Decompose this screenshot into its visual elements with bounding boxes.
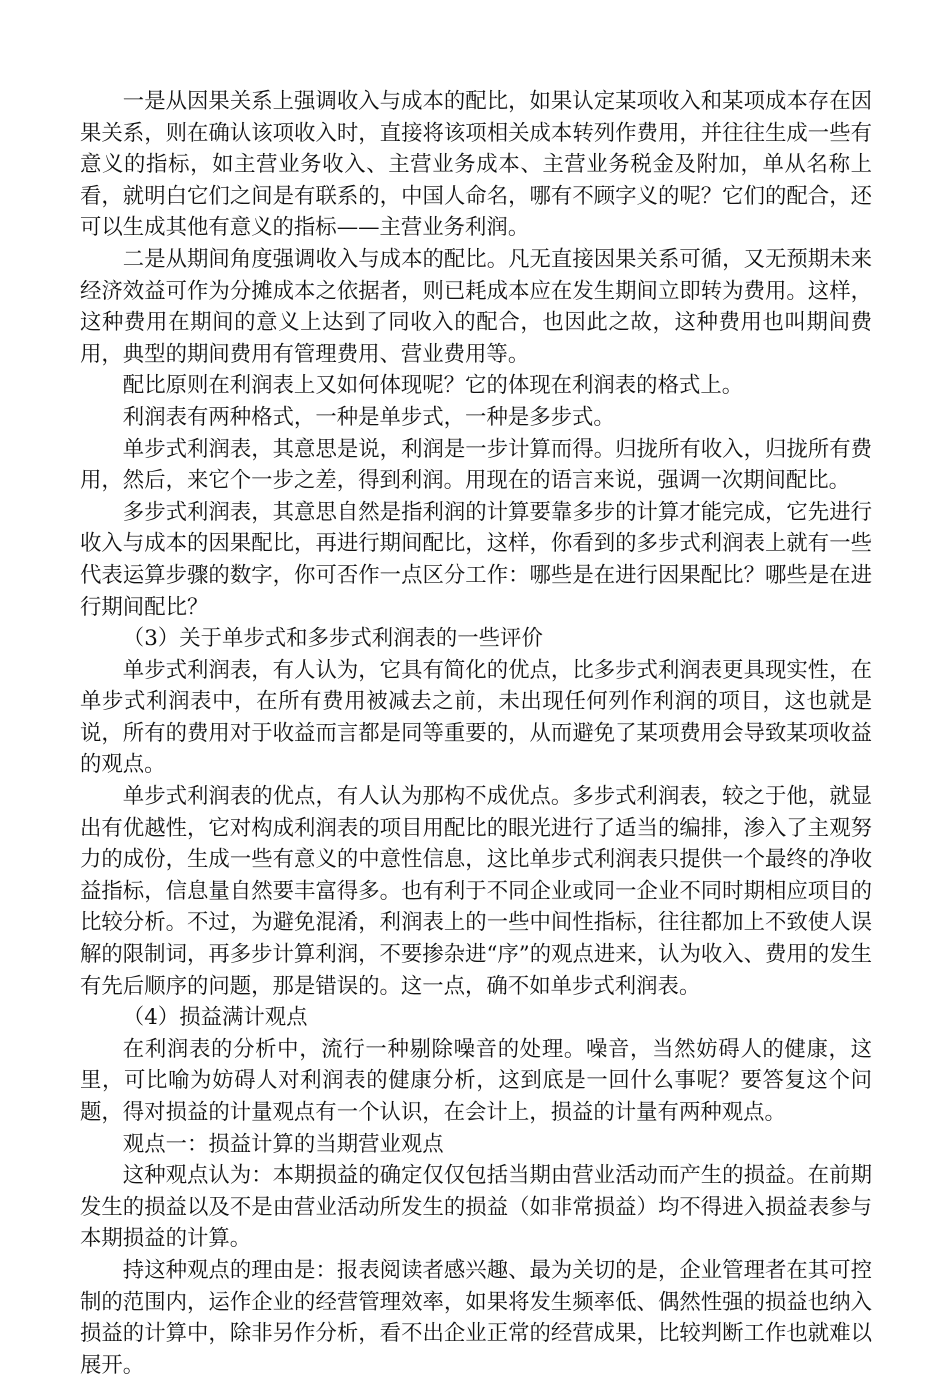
paragraph-multi-step-evaluation: 单步式利润表的优点，有人认为那构不成优点。多步式利润表，较之于他，就显出有优越性，它对构成利润表的项目用配比的眼光进行了适当的编排，渗入了主观努力的成份，生成一些有意义的中意性信息，这比单步式利润表只提供一个最终的净收益指标，信息量自然要丰富得多。也有利于不同企业或同一企业不同时期相应项目的比较分析。不过，为避免混淆，利润表上的一些中间性指标，往往都加上不致使人误解的限制词，再多步计算利润，不要掺杂进“序”的观点进来，认为收入、费用的发生有先后顺序的问题，那是错误的。这一点，确不如单步式利润表。 [80,784,872,999]
section-heading-evaluation: （3）关于单步式和多步式利润表的一些评价 [122,626,543,652]
section-heading-all-inclusive: （4）损益满计观点 [122,1005,308,1031]
paragraph-viewpoint-reason: 持这种观点的理由是：报表阅读者感兴趣、最为关切的是，企业管理者在其可控制的范围内，运作企业的经营管理效率，如果将发生频率低、偶然性强的损益也纳入损益的计算中，除非另作分析，看不出企业正常的经营成果，比较判断工作也就难以展开。 [80,1257,872,1378]
paragraph-viewpoint-one: 观点一：损益计算的当期营业观点 [122,1131,444,1157]
paragraph-period-matching: 二是从期间角度强调收入与成本的配比。凡无直接因果关系可循，又无预期未来经济效益可作为分摊成本之依据者，则已耗成本应在发生期间立即转为费用。这样，这种费用在期间的意义上达到了同收入的配合，也因此之故，这种费用也叫期间费用，典型的期间费用有管理费用、营业费用等。 [80,246,872,367]
paragraph-single-step: 单步式利润表，其意思是说，利润是一步计算而得。归拢所有收入，归拢所有费用，然后，来它个一步之差，得到利润。用现在的语言来说，强调一次期间配比。 [80,436,872,494]
paragraph-matching-in-income-statement: 配比原则在利润表上又如何体现呢？它的体现在利润表的格式上。 [122,373,744,399]
paragraph-viewpoint-definition: 这种观点认为：本期损益的确定仅仅包括当期由营业活动而产生的损益。在前期发生的损益以及不是由营业活动所发生的损益（如非常损益）均不得进入损益表参与本期损益的计算。 [80,1163,872,1252]
paragraph-noise-removal: 在利润表的分析中，流行一种剔除噪音的处理。噪音，当然妨碍人的健康，这里，可比喻为妨碍人对利润表的健康分析，这到底是一回什么事呢？要答复这个问题，得对损益的计量观点有一个认识，在会计上，损益的计量有两种观点。 [80,1036,872,1125]
paragraph-causal-matching: 一是从因果关系上强调收入与成本的配比，如果认定某项收入和某项成本存在因果关系，则在确认该项收入时，直接将该项相关成本转列作费用，并往往生成一些有意义的指标，如主营业务收入、主营业务成本、主营业务税金及附加，单从名称上看，就明白它们之间是有联系的，中国人命名，哪有不顾字义的呢？它们的配合，还可以生成其他有意义的指标——主营业务利润。 [80,89,872,241]
paragraph-multi-step: 多步式利润表，其意思自然是指利润的计算要靠多步的计算才能完成，它先进行收入与成本的因果配比，再进行期间配比，这样，你看到的多步式利润表上就有一些代表运算步骤的数字，你可否作一点区分工作：哪些是在进行因果配比？哪些是在进行期间配比？ [80,499,872,620]
paragraph-single-step-evaluation: 单步式利润表，有人认为，它具有简化的优点，比多步式利润表更具现实性，在单步式利润表中，在所有费用被减去之前，未出现任何列作利润的项目，这也就是说，所有的费用对于收益而言都是同等重要的，从而避免了某项费用会导致某项收益的观点。 [80,657,872,778]
document-body [80,86,872,1381]
paragraph-two-formats: 利润表有两种格式，一种是单步式，一种是多步式。 [122,404,615,430]
